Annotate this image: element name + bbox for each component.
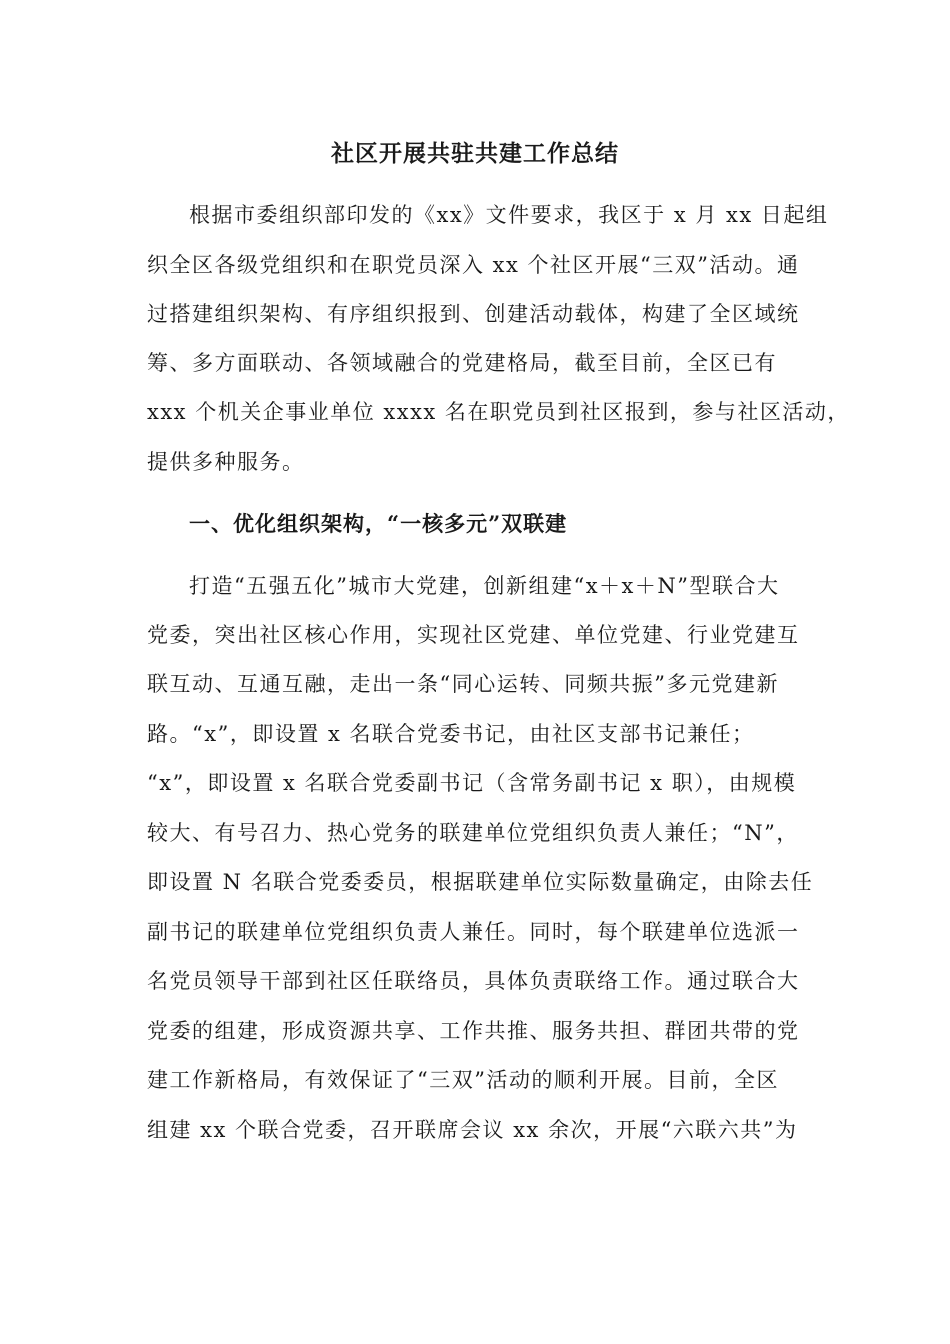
section-1-line-2: 党委，突出社区核心作用，实现社区党建、单位党建、行业党建互 bbox=[147, 623, 800, 647]
intro-line-4: 筹、多方面联动、各领域融合的党建格局，截至目前，全区已有 bbox=[147, 351, 777, 375]
intro-line-2: 织全区各级党组织和在职党员深入 xx 个社区开展“三双”活动。通 bbox=[147, 253, 800, 277]
intro-line-1: 根据市委组织部印发的《xx》文件要求，我区于 x 月 xx 日起组 bbox=[189, 203, 829, 227]
intro-line-6: 提供多种服务。 bbox=[147, 450, 305, 474]
section-1-line-11: 建工作新格局，有效保证了“三双”活动的顺利开展。目前，全区 bbox=[147, 1068, 779, 1092]
section-1-heading: 一、优化组织架构，“一核多元”双联建 bbox=[189, 511, 568, 536]
section-1-line-10: 党委的组建，形成资源共享、工作共推、服务共担、群团共带的党 bbox=[147, 1019, 800, 1043]
section-1-line-6: 较大、有号召力、热心党务的联建单位党组织负责人兼任；“N”， bbox=[147, 821, 799, 845]
section-1-line-9: 名党员领导干部到社区任联络员，具体负责联络工作。通过联合大 bbox=[147, 969, 800, 993]
section-1-line-5: “x”，即设置 x 名联合党委副书记（含常务副书记 x 职），由规模 bbox=[147, 771, 797, 795]
section-1-line-12: 组建 xx 个联合党委，召开联席会议 xx 余次，开展“六联六共”为 bbox=[147, 1118, 798, 1142]
section-1-line-3: 联互动、互通互融，走出一条“同心运转、同频共振”多元党建新 bbox=[147, 672, 779, 696]
section-1-line-7: 即设置 N 名联合党委委员，根据联建单位实际数量确定，由除去任 bbox=[147, 870, 814, 894]
intro-line-3: 过搭建组织架构、有序组织报到、创建活动载体，构建了全区域统 bbox=[147, 302, 800, 326]
section-1-line-8: 副书记的联建单位党组织负责人兼任。同时，每个联建单位选派一 bbox=[147, 920, 800, 944]
section-1-line-4: 路。“x”，即设置 x 名联合党委书记，由社区支部书记兼任； bbox=[147, 722, 755, 746]
section-1-line-1: 打造“五强五化”城市大党建，创新组建“x＋x＋N”型联合大 bbox=[189, 574, 780, 598]
document-title: 社区开展共驻共建工作总结 bbox=[331, 140, 619, 167]
intro-line-5: xxx 个机关企事业单位 xxxx 名在职党员到社区报到，参与社区活动， bbox=[147, 400, 850, 424]
